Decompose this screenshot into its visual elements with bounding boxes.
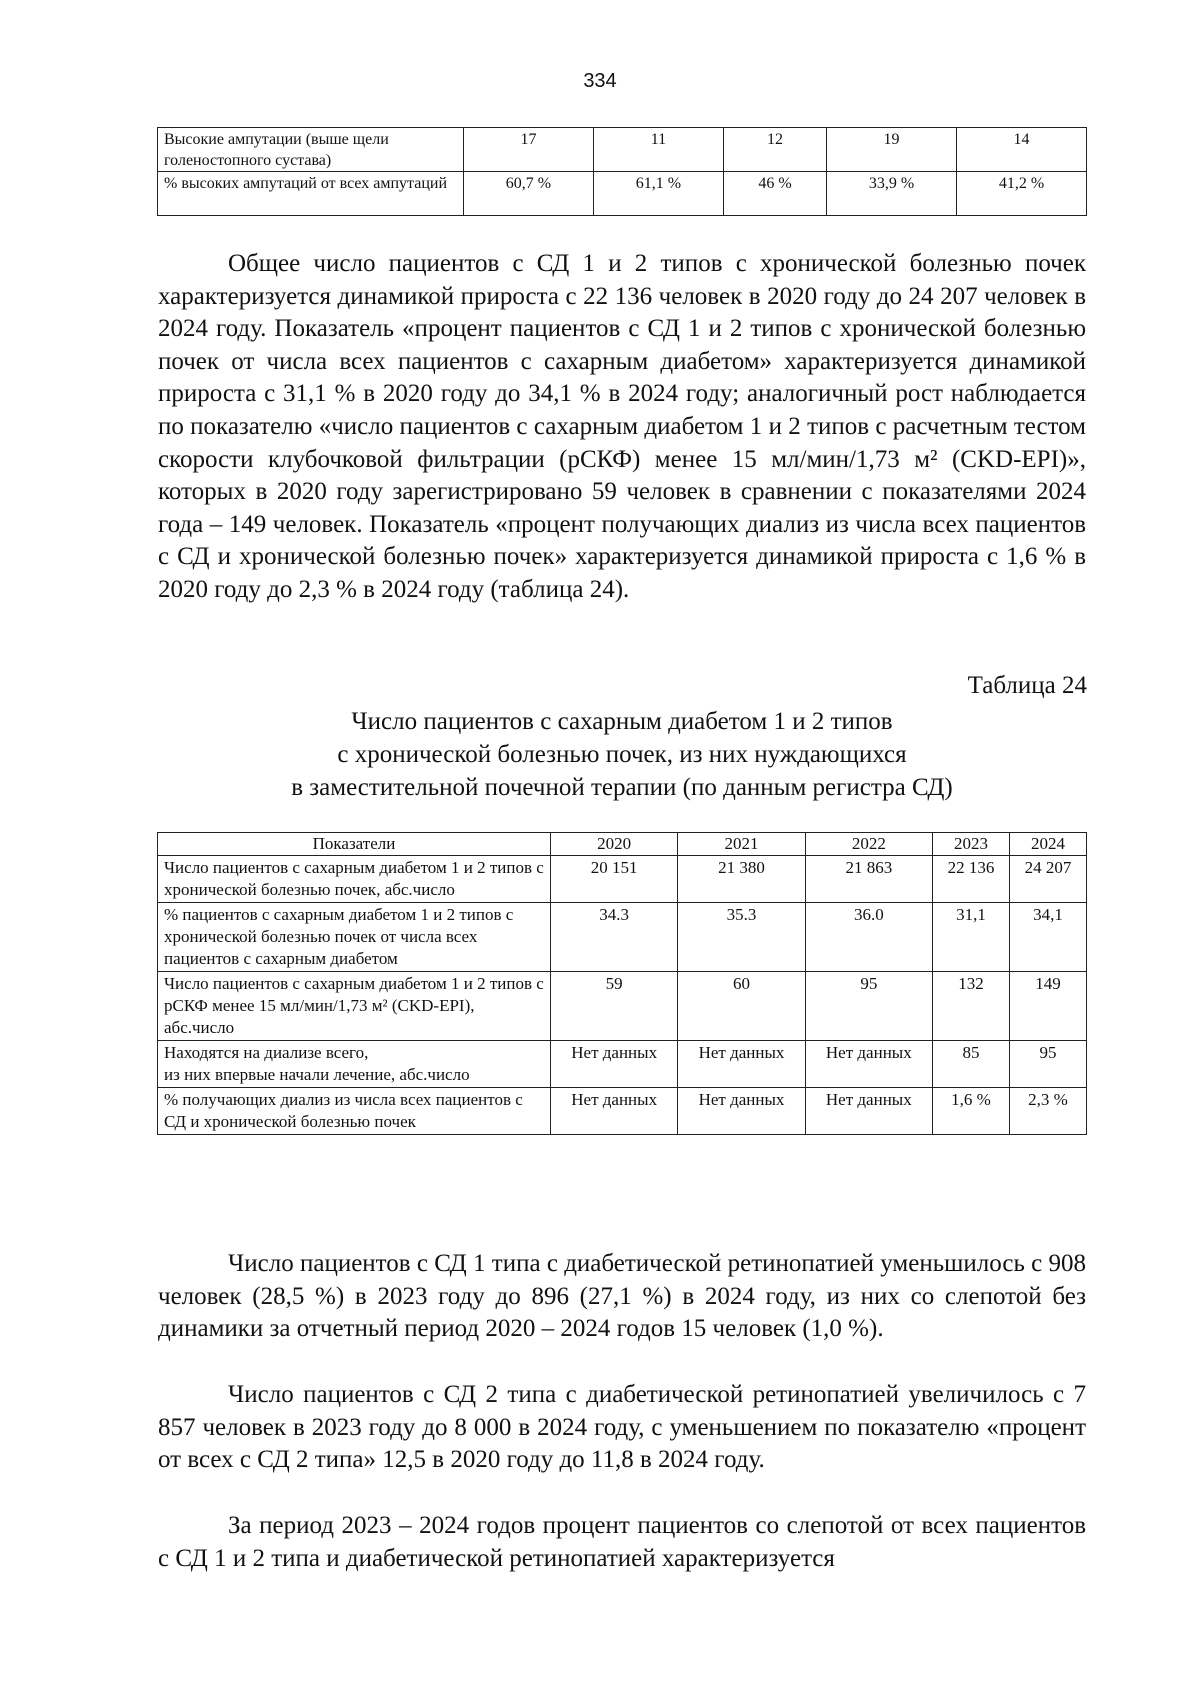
table-cell: 1,6 % <box>932 1088 1009 1135</box>
paragraph-ckd-dynamics: Общее число пациентов с СД 1 и 2 типов с хронической болезнью почек характеризуется динамикой прироста с 22 136 человек в 2020 году до 24 207 человек в 2024 году. Показатель «процент пациентов с СД 1 и 2 типов с хронической болезнью почек от числа всех пациентов с сахарным диабетом» характеризуется динамикой прироста с 31,1 % в 2020 году до 34,1 % в 2024 году; аналогичный рост наблюдается по показателю «число пациентов с сахарным диабетом 1 и 2 типов с расчетным тестом скорости клубочковой фильтрации (рСКФ) менее 15 мл/мин/1,73 м² (CKD-EPI)», которых в 2020 году зарегистрировано 59 человек в сравнении с показателями 2024 года – 149 человек. Показатель «процент получающих диализ из числа всех пациентов с СД и хронической болезнью почек» характеризуется динамикой прироста с 1,6 % в 2020 году до 2,3 % в 2024 году (таблица 24). <box>158 250 1086 603</box>
table-cell: 12 <box>723 128 826 172</box>
table-cell: 59 <box>551 972 678 1041</box>
table-cell: Нет данных <box>805 1041 932 1088</box>
table-cell: Нет данных <box>551 1088 678 1135</box>
table-cell: 36.0 <box>805 903 932 972</box>
ckd-table <box>157 832 1087 1135</box>
table-cell: 31,1 <box>932 903 1009 972</box>
table-cell: 95 <box>1009 1041 1086 1088</box>
paragraph-sd1-retinopathy: Число пациентов с СД 1 типа с диабетической ретинопатией уменьшилось с 908 человек (28,5 %) в 2023 году до 896 (27,1 %) в 2024 году, из них со слепотой без динамики за отчетный период 2020 – 2024 годов 15 человек (1,0 %). <box>158 1250 1086 1343</box>
column-header: 2020 <box>551 833 678 856</box>
table-row <box>158 1041 1087 1088</box>
table-cell: 34,1 <box>1009 903 1086 972</box>
row-label-line: Находятся на диализе всего, <box>164 1043 369 1062</box>
row-label-line: из них впервые начали лечение, абс.число <box>164 1065 470 1084</box>
table-cell: 11 <box>593 128 723 172</box>
table-row <box>158 903 1087 972</box>
table-row <box>158 128 1087 172</box>
table-cell: Нет данных <box>678 1041 805 1088</box>
table-cell: 46 % <box>723 172 826 216</box>
table-cell: 19 <box>827 128 957 172</box>
amputation-table <box>157 127 1087 216</box>
table-cell: 60,7 % <box>464 172 594 216</box>
row-label: Высокие ампутации (выше щели голеностопного сустава) <box>158 128 464 172</box>
column-header: 2021 <box>678 833 805 856</box>
table-cell: 17 <box>464 128 594 172</box>
table-cell: 24 207 <box>1009 856 1086 903</box>
row-label: % получающих диализ из числа всех пациентов с СД и хронической болезнью почек <box>158 1088 551 1135</box>
table-cell: 61,1 % <box>593 172 723 216</box>
table-cell: 20 151 <box>551 856 678 903</box>
row-label: % пациентов с сахарным диабетом 1 и 2 типов с хронической болезнью почек от числа всех пациентов с сахарным диабетом <box>158 903 551 972</box>
table-cell: Нет данных <box>551 1041 678 1088</box>
table-row <box>158 172 1087 216</box>
table-cell: 14 <box>957 128 1087 172</box>
table-row <box>158 856 1087 903</box>
row-label: Число пациентов с сахарным диабетом 1 и 2 типов с хронической болезнью почек, абс.число <box>158 856 551 903</box>
table-title-line: в заместительной почечной терапии (по данным регистра СД) <box>291 774 953 801</box>
table-cell: 22 136 <box>932 856 1009 903</box>
table-title-line: с хронической болезнью почек, из них нуждающихся <box>337 741 907 768</box>
table-title <box>158 705 1086 804</box>
table-header-row <box>158 833 1087 856</box>
table-cell: 21 380 <box>678 856 805 903</box>
table-cell: 41,2 % <box>957 172 1087 216</box>
table-label: Таблица 24 <box>967 672 1087 699</box>
table-row <box>158 972 1087 1041</box>
column-header: Показатели <box>158 833 551 856</box>
column-header: 2024 <box>1009 833 1086 856</box>
table-cell: 85 <box>932 1041 1009 1088</box>
row-label: Число пациентов с сахарным диабетом 1 и 2 типов с рСКФ менее 15 мл/мин/1,73 м² (CKD-EPI), абс.число <box>158 972 551 1041</box>
row-label: % высоких ампутаций от всех ампутаций <box>158 172 464 216</box>
table-row <box>158 1088 1087 1135</box>
table-title-line: Число пациентов с сахарным диабетом 1 и 2 типов <box>351 708 893 735</box>
table-cell: 33,9 % <box>827 172 957 216</box>
table-cell: 34.3 <box>551 903 678 972</box>
page-number: 334 <box>583 70 617 92</box>
table-cell: Нет данных <box>678 1088 805 1135</box>
column-header: 2022 <box>805 833 932 856</box>
column-header: 2023 <box>932 833 1009 856</box>
table-cell: 35.3 <box>678 903 805 972</box>
table-cell: 149 <box>1009 972 1086 1041</box>
row-label <box>158 1041 551 1088</box>
table-cell: Нет данных <box>805 1088 932 1135</box>
table-cell: 21 863 <box>805 856 932 903</box>
table-cell: 95 <box>805 972 932 1041</box>
table-cell: 2,3 % <box>1009 1088 1086 1135</box>
paragraph-blindness: За период 2023 – 2024 годов процент пациентов со слепотой от всех пациентов с СД 1 и 2 типа и диабетической ретинопатией характеризуется <box>158 1512 1086 1572</box>
table-cell: 132 <box>932 972 1009 1041</box>
table-cell: 60 <box>678 972 805 1041</box>
paragraph-sd2-retinopathy: Число пациентов с СД 2 типа с диабетической ретинопатией увеличилось с 7 857 человек в 2023 году до 8 000 в 2024 году, с уменьшением по показателю «процент от всех с СД 2 типа» 12,5 в 2020 году до 11,8 в 2024 году. <box>158 1381 1086 1474</box>
